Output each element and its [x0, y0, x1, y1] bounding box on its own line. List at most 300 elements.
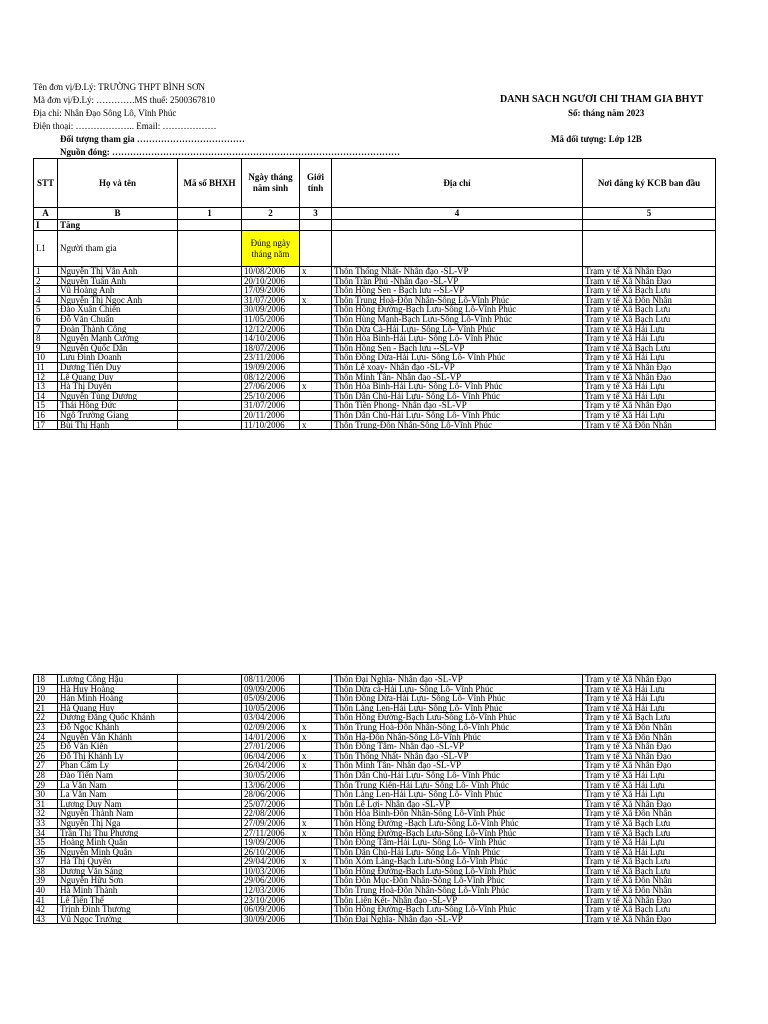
row-address: Thôn Dân Chủ-Hải Lựu- Sông Lô- Vĩnh Phúc	[332, 410, 583, 420]
row-name: Hà Quang Huy	[58, 703, 178, 713]
row-gender	[300, 694, 332, 704]
row-dob: 20/11/2006	[242, 410, 300, 420]
row-kcb: Trạm y tế Xã Hải Lựu	[583, 391, 716, 401]
row-kcb: Trạm y tế Xã Nhân Đạo	[583, 742, 716, 752]
row-bhxh	[178, 343, 242, 353]
row-gender: x	[300, 732, 332, 742]
table-row	[34, 751, 716, 761]
unit-name: Tên đơn vị/Đ.Lý: TRƯỜNG THPT BÌNH SƠN	[33, 82, 205, 92]
subsection-row	[34, 231, 716, 267]
row-gender	[300, 703, 332, 713]
row-dob: 27/06/2006	[242, 382, 300, 392]
section-number: I	[34, 220, 58, 231]
row-bhxh	[178, 324, 242, 334]
row-stt: 1	[34, 267, 58, 277]
row-address: Thôn Tiền Phong- Nhân đạo -SL-VP	[332, 401, 583, 411]
document-title: DANH SÁCH NGƯỜI CHỈ THAM GIA BHYT	[500, 94, 704, 105]
row-bhxh	[178, 305, 242, 315]
row-address: Thôn Đôn Mục-Đôn Nhân-Sông Lô-Vĩnh Phúc	[332, 876, 583, 886]
row-address: Thôn Dừa Cà-Hải Lựu- Sông Lô- Vĩnh Phúc	[332, 324, 583, 334]
col-header-kcb: Nơi đăng ký KCB ban đầu	[583, 159, 716, 208]
row-name: Trần Thị Thu Phương	[58, 828, 178, 838]
row-kcb: Trạm y tế Xã Nhân Đạo	[583, 895, 716, 905]
row-address: Thôn Hòa Bình-Hải Lựu- Sông Lô- Vĩnh Phúc	[332, 334, 583, 344]
row-stt: 13	[34, 382, 58, 392]
row-address: Thôn Hồng Sen - Bạch lưu --SL-VP	[332, 286, 583, 296]
row-name: Nguyễn Thành Nam	[58, 809, 178, 819]
row-stt: 4	[34, 295, 58, 305]
table-row	[34, 790, 716, 800]
row-kcb: Trạm y tế Xã Hải Lựu	[583, 324, 716, 334]
table-row	[34, 866, 716, 876]
row-name: Lưu Đình Doanh	[58, 353, 178, 363]
row-dob: 19/09/2006	[242, 362, 300, 372]
row-gender	[300, 362, 332, 372]
row-dob: 31/07/2006	[242, 401, 300, 411]
row-stt: 28	[34, 770, 58, 780]
row-bhxh	[178, 790, 242, 800]
row-address: Thôn Hòa Bình-Đôn Nhân-Sông Lô-Vĩnh Phúc	[332, 809, 583, 819]
row-bhxh	[178, 809, 242, 819]
row-name: Nguyễn Minh Quân	[58, 847, 178, 857]
table-row	[34, 809, 716, 819]
row-dob: 14/10/2006	[242, 334, 300, 344]
row-address: Thôn Hòa Bình-Hải Lựu- Sông Lô- Vĩnh Phúc	[332, 382, 583, 392]
row-gender	[300, 334, 332, 344]
row-bhxh	[178, 886, 242, 896]
row-bhxh	[178, 362, 242, 372]
row-gender: x	[300, 295, 332, 305]
row-stt: 8	[34, 334, 58, 344]
row-dob: 23/11/2006	[242, 353, 300, 363]
table-row	[34, 914, 716, 924]
col-code: 3	[300, 208, 332, 220]
col-header-bhxh: Mã số BHXH	[178, 159, 242, 208]
row-stt: 26	[34, 751, 58, 761]
row-bhxh	[178, 401, 242, 411]
row-address: Thôn Lê xoay- Nhân đạo -SL-VP	[332, 362, 583, 372]
row-kcb: Trạm y tế Xã Nhân Đạo	[583, 914, 716, 924]
row-name: Nguyễn Quốc Dân	[58, 343, 178, 353]
row-stt: 42	[34, 905, 58, 915]
row-stt: 35	[34, 838, 58, 848]
row-dob: 19/09/2006	[242, 838, 300, 848]
row-name: Hà Thị Quyên	[58, 857, 178, 867]
row-dob: 30/09/2006	[242, 914, 300, 924]
row-name: Dương Văn Sáng	[58, 866, 178, 876]
row-name: Trịnh Đình Thương	[58, 905, 178, 915]
row-bhxh	[178, 799, 242, 809]
row-address: Thôn Trần Phú -Nhân đạo -SL-VP	[332, 276, 583, 286]
col-code: 5	[583, 208, 716, 220]
row-dob: 29/04/2006	[242, 857, 300, 867]
row-bhxh	[178, 420, 242, 430]
row-dob: 06/04/2006	[242, 751, 300, 761]
row-bhxh	[178, 770, 242, 780]
row-name: Nguyễn Hữu Sơn	[58, 876, 178, 886]
row-gender	[300, 838, 332, 848]
row-name: Vũ Ngọc Trường	[58, 914, 178, 924]
row-gender: x	[300, 828, 332, 838]
row-stt: 32	[34, 809, 58, 819]
row-gender	[300, 391, 332, 401]
row-dob: 27/11/2006	[242, 828, 300, 838]
row-dob: 31/07/2006	[242, 295, 300, 305]
row-stt: 20	[34, 694, 58, 704]
row-gender	[300, 276, 332, 286]
col-header-name: Họ và tên	[58, 159, 178, 208]
row-gender	[300, 799, 332, 809]
row-kcb: Trạm y tế Xã Hải Lựu	[583, 410, 716, 420]
col-code: 1	[178, 208, 242, 220]
row-bhxh	[178, 713, 242, 723]
row-gender	[300, 286, 332, 296]
col-code: 4	[332, 208, 583, 220]
table-row	[34, 828, 716, 838]
row-name: La Văn Nam	[58, 780, 178, 790]
row-bhxh	[178, 675, 242, 685]
table-row	[34, 286, 716, 296]
row-gender	[300, 353, 332, 363]
row-dob: 27/09/2006	[242, 818, 300, 828]
col-header-gender: Giới tính	[300, 159, 332, 208]
table-row	[34, 295, 716, 305]
row-gender	[300, 324, 332, 334]
row-name: Đỗ Văn Kiên	[58, 742, 178, 752]
table-row	[34, 410, 716, 420]
row-name: Lê Tiến Thế	[58, 895, 178, 905]
row-stt: 22	[34, 713, 58, 723]
row-address: Thôn Đồng Dừa-Hải Lựu- Sông Lô- Vĩnh Phúc	[332, 353, 583, 363]
row-dob: 05/09/2006	[242, 694, 300, 704]
row-gender	[300, 876, 332, 886]
col-header-stt: STT	[34, 159, 58, 208]
table-row	[34, 267, 716, 277]
row-kcb: Trạm y tế Xã Hải Lựu	[583, 353, 716, 363]
row-address: Thôn Thống Nhất- Nhân đạo -SL-VP	[332, 751, 583, 761]
row-kcb: Trạm y tế Xã Bạch Lưu	[583, 905, 716, 915]
table-row	[34, 847, 716, 857]
row-gender	[300, 343, 332, 353]
row-bhxh	[178, 694, 242, 704]
row-gender	[300, 809, 332, 819]
row-stt: 18	[34, 675, 58, 685]
row-kcb: Trạm y tế Xã Nhân Đạo	[583, 267, 716, 277]
row-bhxh	[178, 314, 242, 324]
row-bhxh	[178, 703, 242, 713]
row-kcb: Trạm y tế Xã Bạch Lưu	[583, 866, 716, 876]
row-dob: 20/10/2006	[242, 276, 300, 286]
row-stt: 10	[34, 353, 58, 363]
table-row	[34, 314, 716, 324]
row-bhxh	[178, 732, 242, 742]
row-name: Đỗ Ngọc Khánh	[58, 722, 178, 732]
col-code: B	[58, 208, 178, 220]
row-stt: 43	[34, 914, 58, 924]
row-kcb: Trạm y tế Xã Bạch Lưu	[583, 818, 716, 828]
table-row	[34, 886, 716, 896]
row-stt: 29	[34, 780, 58, 790]
subsection-number: I.1	[34, 231, 58, 267]
row-dob: 17/09/2006	[242, 286, 300, 296]
row-kcb: Trạm y tế Xã Đôn Nhân	[583, 886, 716, 896]
row-gender	[300, 372, 332, 382]
row-address: Thôn Đồng Tâm-Hải Lựu- Sông Lô- Vĩnh Phúc	[332, 838, 583, 848]
row-dob: 13/06/2006	[242, 780, 300, 790]
row-bhxh	[178, 895, 242, 905]
row-name: Ngô Trường Giang	[58, 410, 178, 420]
row-gender: x	[300, 420, 332, 430]
row-name: Đỗ Văn Chuẩn	[58, 314, 178, 324]
row-kcb: Trạm y tế Xã Nhân Đạo	[583, 799, 716, 809]
row-stt: 11	[34, 362, 58, 372]
row-kcb: Trạm y tế Xã Hải Lựu	[583, 790, 716, 800]
row-stt: 3	[34, 286, 58, 296]
row-kcb: Trạm y tế Xã Đôn Nhân	[583, 722, 716, 732]
table-row	[34, 324, 716, 334]
row-stt: 37	[34, 857, 58, 867]
row-name: Hoàng Minh Quân	[58, 838, 178, 848]
row-stt: 39	[34, 876, 58, 886]
row-name: Đào Xuân Chiến	[58, 305, 178, 315]
table-row	[34, 694, 716, 704]
table-row	[34, 305, 716, 315]
row-kcb: Trạm y tế Xã Hải Lựu	[583, 334, 716, 344]
row-stt: 30	[34, 790, 58, 800]
row-name: Hán Minh Hoàng	[58, 694, 178, 704]
row-address: Thôn Minh Tân- Nhân đạo -SL-VP	[332, 761, 583, 771]
row-stt: 31	[34, 799, 58, 809]
row-name: Thái Hồng Đức	[58, 401, 178, 411]
row-address: Thôn Hạ-Đôn Nhân-Sông Lô-Vĩnh Phúc	[332, 732, 583, 742]
row-address: Thôn Dân Chủ-Hải Lựu- Sông Lô- Vĩnh Phúc	[332, 847, 583, 857]
subsection-label: Người tham gia	[58, 231, 178, 267]
row-gender	[300, 895, 332, 905]
table-row	[34, 770, 716, 780]
row-gender	[300, 401, 332, 411]
col-header-dob: Ngày tháng năm sinh	[242, 159, 300, 208]
table-row	[34, 799, 716, 809]
row-dob: 03/04/2006	[242, 713, 300, 723]
row-kcb: Trạm y tế Xã Hải Lựu	[583, 684, 716, 694]
row-stt: 25	[34, 742, 58, 752]
row-bhxh	[178, 410, 242, 420]
table-row	[34, 382, 716, 392]
row-gender	[300, 314, 332, 324]
table-row	[34, 761, 716, 771]
row-kcb: Trạm y tế Xã Hải Lựu	[583, 770, 716, 780]
row-dob: 12/03/2006	[242, 886, 300, 896]
row-kcb: Trạm y tế Xã Đôn Nhân	[583, 420, 716, 430]
row-gender	[300, 675, 332, 685]
section-row	[34, 220, 716, 231]
address-line: Địa chỉ: Nhân Đạo Sông Lô, Vĩnh Phúc	[33, 108, 177, 118]
row-gender	[300, 847, 332, 857]
participant-table-page1	[33, 158, 716, 430]
row-kcb: Trạm y tế Xã Đôn Nhân	[583, 876, 716, 886]
row-name: Dương Đăng Quốc Khánh	[58, 713, 178, 723]
row-bhxh	[178, 847, 242, 857]
row-name: Nguyễn Thị Vân Anh	[58, 267, 178, 277]
row-address: Thôn Đồng Tâm- Nhân đạo -SL-VP	[332, 742, 583, 752]
table-row	[34, 703, 716, 713]
row-address: Thôn Dân Chủ-Hải Lựu- Sông Lô- Vĩnh Phúc	[332, 391, 583, 401]
row-bhxh	[178, 914, 242, 924]
row-stt: 2	[34, 276, 58, 286]
table-row	[34, 401, 716, 411]
row-address: Thôn Trung Hoà-Đôn Nhân-Sông Lô-Vĩnh Phúc	[332, 886, 583, 896]
row-gender	[300, 905, 332, 915]
row-address: Thôn Xóm Làng-Bạch Lưu-Sông Lô-Vĩnh Phúc	[332, 857, 583, 867]
row-name: Đỗ Thị Khánh Ly	[58, 751, 178, 761]
table-row	[34, 353, 716, 363]
row-stt: 19	[34, 684, 58, 694]
row-dob: 12/12/2006	[242, 324, 300, 334]
row-name: Lương Duy Nam	[58, 799, 178, 809]
row-bhxh	[178, 866, 242, 876]
row-address: Thôn Thống Nhất- Nhân đạo -SL-VP	[332, 267, 583, 277]
row-name: Lương Công Hậu	[58, 675, 178, 685]
object-code: Mã đối tượng: Lớp 12B	[551, 134, 642, 144]
row-gender: x	[300, 722, 332, 732]
row-kcb: Trạm y tế Xã Đôn Nhân	[583, 295, 716, 305]
table-row	[34, 343, 716, 353]
col-code: A	[34, 208, 58, 220]
row-bhxh	[178, 828, 242, 838]
row-gender: x	[300, 382, 332, 392]
row-name: Hà Huy Hoàng	[58, 684, 178, 694]
row-bhxh	[178, 742, 242, 752]
row-gender	[300, 684, 332, 694]
row-stt: 33	[34, 818, 58, 828]
row-kcb: Trạm y tế Xã Bạch Lưu	[583, 713, 716, 723]
row-gender: x	[300, 761, 332, 771]
row-kcb: Trạm y tế Xã Nhân Đạo	[583, 372, 716, 382]
row-bhxh	[178, 818, 242, 828]
table-row	[34, 675, 716, 685]
row-name: Nguyễn Thị Ngọc Anh	[58, 295, 178, 305]
row-kcb: Trạm y tế Xã Nhân Đạo	[583, 276, 716, 286]
row-dob: 10/05/2006	[242, 703, 300, 713]
row-kcb: Trạm y tế Xã Nhân Đạo	[583, 751, 716, 761]
row-bhxh	[178, 372, 242, 382]
row-stt: 24	[34, 732, 58, 742]
row-dob: 08/11/2006	[242, 675, 300, 685]
row-dob: 29/06/2006	[242, 876, 300, 886]
row-address: Thôn Hồng Đường-Bạch Lưu-Sông Lô-Vĩnh Phúc	[332, 866, 583, 876]
row-stt: 7	[34, 324, 58, 334]
row-dob: 30/05/2006	[242, 770, 300, 780]
row-dob: 02/09/2006	[242, 722, 300, 732]
row-stt: 34	[34, 828, 58, 838]
table-row	[34, 713, 716, 723]
row-stt: 6	[34, 314, 58, 324]
row-address: Thôn Minh Tân- Nhân đạo -SL-VP	[332, 372, 583, 382]
row-address: Thôn Dừa cà-Hải Lựu- Sông Lô- Vĩnh Phúc	[332, 684, 583, 694]
row-dob: 11/05/2006	[242, 314, 300, 324]
row-kcb: Trạm y tế Xã Đôn Nhân	[583, 809, 716, 819]
row-kcb: Trạm y tế Xã Bạch Lưu	[583, 286, 716, 296]
row-stt: 5	[34, 305, 58, 315]
row-stt: 23	[34, 722, 58, 732]
row-address: Thôn Trung-Đôn Nhân-Sông Lô-Vĩnh Phúc	[332, 420, 583, 430]
row-dob: 27/01/2006	[242, 742, 300, 752]
table-row	[34, 742, 716, 752]
row-dob: 25/10/2006	[242, 391, 300, 401]
fund-source: Nguồn đóng: ……………………………………………………………………………………	[60, 147, 401, 157]
table-row	[34, 276, 716, 286]
row-address: Thôn Hồng Đường-Bạch Lưu-Sông Lô-Vĩnh Phúc	[332, 305, 583, 315]
row-gender	[300, 866, 332, 876]
row-address: Thôn Hồng Đường-Bạch Lưu-Sông Lô-Vĩnh Phúc	[332, 713, 583, 723]
row-address: Thôn Hồng Đường-Bạch Lưu-Sông Lô-Vĩnh Phúc	[332, 828, 583, 838]
row-kcb: Trạm y tế Xã Đôn Nhân	[583, 732, 716, 742]
table-row	[34, 857, 716, 867]
row-address: Thôn Trung Hoà-Đôn Nhân-Sông Lô-Vĩnh Phúc	[332, 722, 583, 732]
row-bhxh	[178, 276, 242, 286]
row-dob: 10/08/2006	[242, 267, 300, 277]
row-stt: 16	[34, 410, 58, 420]
row-dob: 30/09/2006	[242, 305, 300, 315]
table-row	[34, 780, 716, 790]
table-row	[34, 334, 716, 344]
table-row	[34, 684, 716, 694]
row-address: Thôn Đồng Dừa-Hải Lựu- Sông Lô- Vĩnh Phúc	[332, 694, 583, 704]
row-name: Đào Tiến Nam	[58, 770, 178, 780]
row-kcb: Trạm y tế Xã Hải Lựu	[583, 847, 716, 857]
row-address: Thôn Hồng Sen - Bạch lưu --SL-VP	[332, 343, 583, 353]
row-bhxh	[178, 295, 242, 305]
row-name: Dương Tiến Duy	[58, 362, 178, 372]
row-gender: x	[300, 857, 332, 867]
section-label: Tăng	[58, 220, 178, 231]
row-name: Nguyễn Tuấn Anh	[58, 276, 178, 286]
row-kcb: Trạm y tế Xã Bạch Lưu	[583, 828, 716, 838]
col-code: 2	[242, 208, 300, 220]
participant-type: Đối tượng tham gia ………………………………	[60, 134, 245, 144]
row-gender: x	[300, 751, 332, 761]
table-row	[34, 895, 716, 905]
table-row	[34, 876, 716, 886]
row-name: Nguyễn Vân Khánh	[58, 732, 178, 742]
row-dob: 11/10/2006	[242, 420, 300, 430]
row-dob: 28/06/2006	[242, 790, 300, 800]
row-stt: 27	[34, 761, 58, 771]
row-stt: 21	[34, 703, 58, 713]
row-name: Nguyễn Thị Nga	[58, 818, 178, 828]
row-kcb: Trạm y tế Xã Hải Lựu	[583, 703, 716, 713]
highlight-note: Đúng ngày tháng năm	[242, 231, 300, 267]
table-row	[34, 391, 716, 401]
row-bhxh	[178, 684, 242, 694]
row-name: Nguyễn Mạnh Cường	[58, 334, 178, 344]
row-address: Thôn Làng Len-Hải Lựu- Sông Lô- Vĩnh Phúc	[332, 790, 583, 800]
row-stt: 12	[34, 372, 58, 382]
row-stt: 15	[34, 401, 58, 411]
row-gender	[300, 780, 332, 790]
row-gender	[300, 770, 332, 780]
row-name: Đoàn Thành Công	[58, 324, 178, 334]
row-stt: 38	[34, 866, 58, 876]
row-gender	[300, 742, 332, 752]
unit-code: Mã đơn vị/Đ.Lý: ………….MS thuế: 2500367810	[33, 95, 216, 105]
row-stt: 14	[34, 391, 58, 401]
row-address: Thôn Hùng Mạnh-Bạch Lưu-Sông Lô-Vĩnh Phúc	[332, 314, 583, 324]
row-name: Phan Cẩm Ly	[58, 761, 178, 771]
row-dob: 06/09/2006	[242, 905, 300, 915]
row-bhxh	[178, 857, 242, 867]
row-kcb: Trạm y tế Xã Bạch Lưu	[583, 857, 716, 867]
